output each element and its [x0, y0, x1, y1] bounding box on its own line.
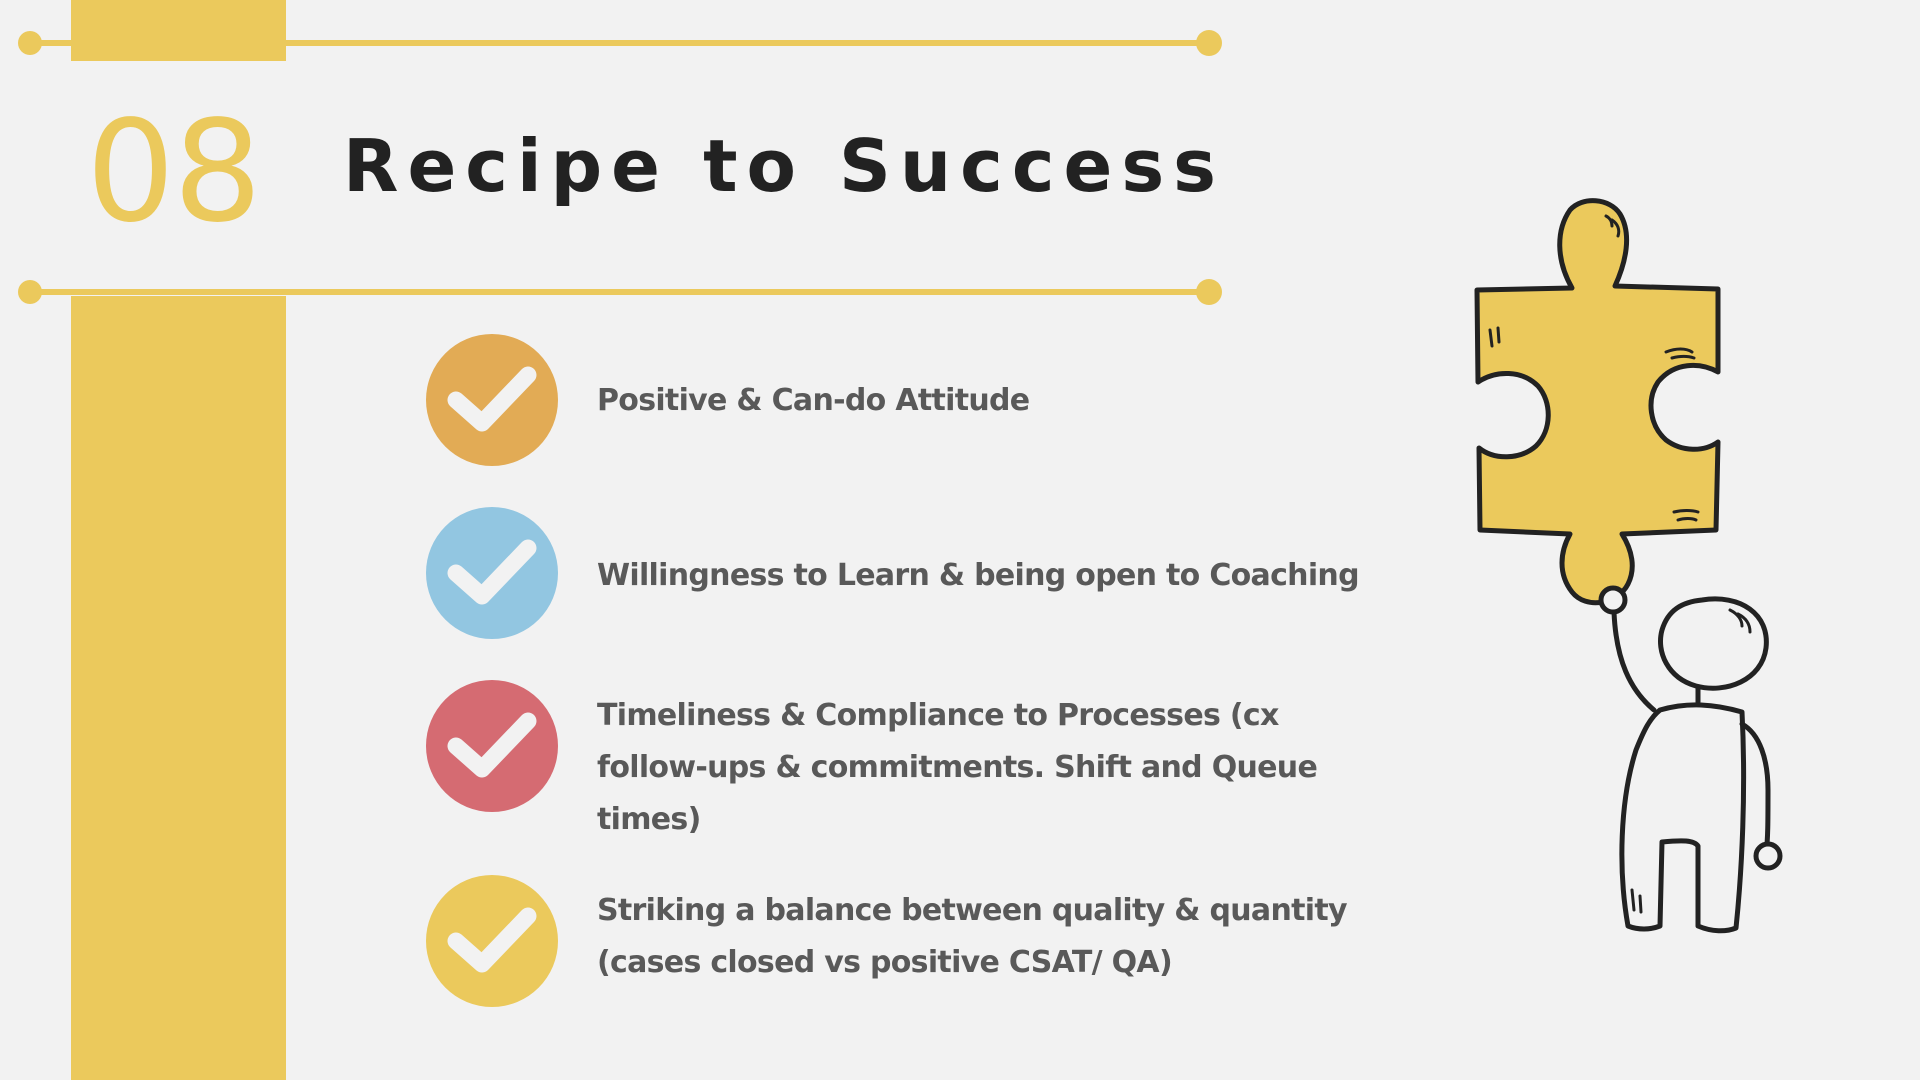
list-item-text: Willingness to Learn & being open to Coaching [597, 558, 1359, 593]
rule-dot-icon [18, 31, 42, 55]
check-badge-3 [426, 680, 558, 812]
list-item-text: Timeliness & Compliance to Processes (cx follow-ups & commitments. Shift and Queue times) [597, 698, 1318, 837]
check-badge-1 [426, 334, 558, 466]
slide-title: Recipe to Success [343, 124, 1226, 208]
list-item-text: Positive & Can-do Attitude [597, 383, 1030, 418]
list-item-text: Striking a balance between quality & quantity (cases closed vs positive CSAT/ QA) [597, 893, 1347, 980]
header-rule-bottom [30, 289, 1209, 295]
rule-dot-icon [1196, 30, 1222, 56]
check-icon [426, 875, 558, 1007]
check-icon [426, 680, 558, 812]
check-badge-2 [426, 507, 558, 639]
rule-dot-icon [1196, 279, 1222, 305]
accent-bar-top [71, 0, 286, 61]
check-badge-4 [426, 875, 558, 1007]
person-holding-puzzle-piece-icon [1460, 190, 1800, 940]
rule-dot-icon [18, 280, 42, 304]
header-rule-top [30, 40, 1209, 46]
section-number: 08 [86, 91, 261, 254]
check-icon [426, 507, 558, 639]
accent-bar-left [71, 296, 286, 1080]
check-icon [426, 334, 558, 466]
